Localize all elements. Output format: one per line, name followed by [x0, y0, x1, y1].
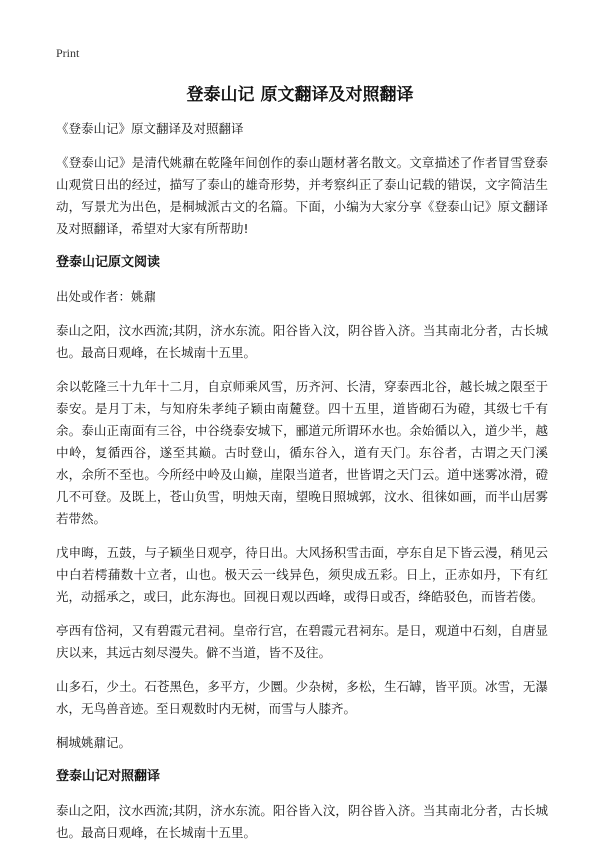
article-body: [56, 118, 548, 844]
original-paragraph: 泰山之阳，汶水西流;其阴，济水东流。阳谷皆入汶，阴谷皆入济。当其南北分者，古长城也。最高日观峰，在长城南十五里。: [56, 323, 548, 360]
original-paragraph: 亭西有岱祠，又有碧霞元君祠。皇帝行宫，在碧霞元君祠东。是日，观道中石刻，自唐显庆以来，其远古刻尽漫失。僻不当道，皆不及往。: [56, 623, 548, 660]
author-line: 出处或作者：姚鼐: [56, 289, 157, 304]
print-link[interactable]: Print: [56, 46, 80, 60]
section-heading-translation: 登泰山记对照翻译: [56, 769, 161, 784]
section-heading-original: 登泰山记原文阅读: [56, 255, 161, 270]
translation-paragraph: 泰山之阳，汶水西流;其阴，济水东流。阳谷皆入汶，阴谷皆入济。当其南北分者，古长城也。最高日观峰，在长城南十五里。: [56, 803, 548, 840]
original-paragraph: 戊申晦，五鼓，与子颖坐日观亭，待日出。大风扬积雪击面，亭东自足下皆云漫，稍见云中白若樗蒱数十立者，山也。极天云一线异色，须臾成五彩。日上，正赤如丹，下有红光，动摇承之，或曰，此东海也。回视日观以西峰，或得日或否，绛皓驳色，而皆若偻。: [56, 545, 548, 604]
document-title: 登泰山记 原文翻译及对照翻译: [186, 85, 414, 105]
signature-line: 桐城姚鼐记。: [56, 735, 132, 750]
intro-paragraph: 《登泰山记》是清代姚鼐在乾隆年间创作的泰山题材著名散文。文章描述了作者冒雪登泰山观赏日出的经过，描写了泰山的雄奇形势，并考察纠正了泰山记载的错误，文字简洁生动，写景尤为出色，是桐城派古文的名篇。下面，小编为大家分享《登泰山记》原文翻译及对照翻译，希望对大家有所帮助!: [56, 155, 548, 236]
article-subtitle: 《登泰山记》原文翻译及对照翻译: [56, 121, 244, 136]
original-paragraph: 山多石，少土。石苍黑色，多平方，少圜。少杂树，多松，生石罅，皆平顶。冰雪，无瀑水，无鸟兽音迹。至日观数时内无树，而雪与人膝齐。: [56, 679, 548, 716]
original-paragraph: 余以乾隆三十九年十二月，自京师乘风雪，历齐河、长清，穿泰西北谷，越长城之限至于泰安。是月丁未，与知府朱孝纯子颖由南麓登。四十五里，道皆砌石为磴，其级七千有余。泰山正南面有三谷，中谷绕泰安城下，郦道元所谓环水也。余始循以入，道少半，越中岭，复循西谷，遂至其巅。古时登山，循东谷入，道有天门。东谷者，古谓之天门溪水，余所不至也。今所经中岭及山巅，崖限当道者，世皆谓之天门云。道中迷雾冰滑，磴几不可登。及既上，苍山负雪，明烛天南，望晚日照城郭，汶水、徂徕如画，而半山居雾若带然。: [56, 379, 548, 526]
